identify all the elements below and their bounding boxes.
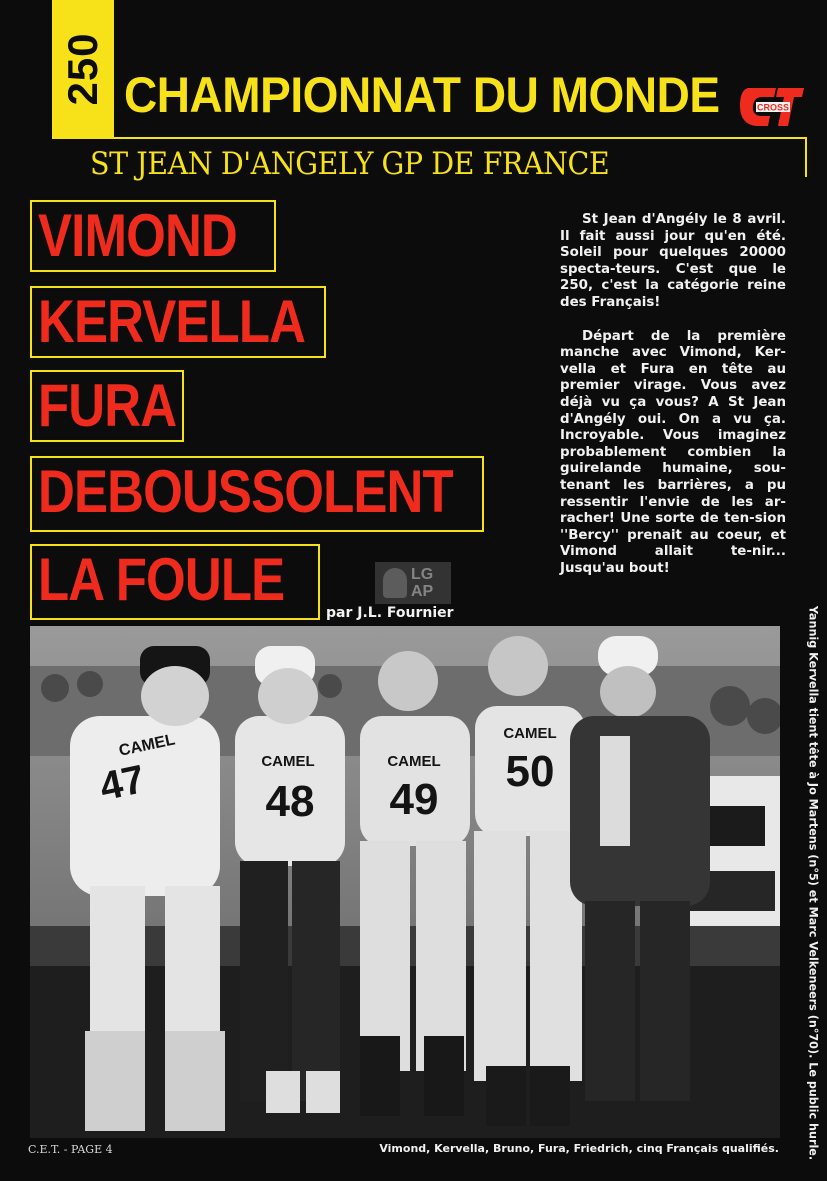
- byline: par J.L. Fournier: [326, 605, 454, 621]
- logo-text: CROSS: [756, 102, 790, 113]
- rider-49-number: 49: [389, 775, 439, 824]
- rider-50-sponsor: CAMEL: [503, 725, 557, 742]
- watermark-logo: [375, 562, 451, 604]
- article-paragraph-1: St Jean d'Angély le 8 avril. Il fait aussi jour qu'en été. Soleil pour quelques 20000 specta-teurs. C'est que le 250, c'est la catégorie reine des Français!: [560, 212, 786, 310]
- rider-48-sponsor: CAMEL: [261, 753, 315, 770]
- headline-line-5: LA FOULE: [38, 546, 285, 613]
- headline-line-3: FURA: [38, 372, 177, 439]
- headline-line-1: VIMOND: [38, 202, 237, 269]
- photo-side-caption-text: Yannig Kervella tient tête à Jo Martens (n°5) et Marc Velkeneers (n°70). Le public hurle.: [806, 605, 820, 1161]
- rider-49-sponsor: CAMEL: [387, 753, 441, 770]
- cross-logo-icon: [738, 82, 806, 132]
- rider-47-sponsor: CAMEL: [117, 731, 177, 760]
- article-paragraph-2: Départ de la première manche avec Vimond, Ker-vella et Fura en tête au premier virage. Vous avez déjà vu ça vous? A St Jean d'Angély oui. On a vu ça. Incroyable. Vous imaginez probablement combien la guirelande humaine, sou-tenant les barrières, a pu ressentir l'envie de les ar-racher! Une sorte de ten-sion ''Bercy'' prenait au coeur, et Vimond allait te-nir... Jusqu'au bout!: [560, 328, 786, 576]
- headline-line-2: KERVELLA: [38, 288, 306, 355]
- rider-48-number: 48: [265, 777, 315, 826]
- headline-line-4: DEBOUSSOLENT: [38, 458, 453, 525]
- photo-caption: Vimond, Kervella, Bruno, Fura, Friedrich, cinq Français qualifiés.: [379, 1142, 779, 1155]
- event-subtitle: ST JEAN D'ANGELY GP DE FRANCE: [90, 146, 610, 182]
- watermark-text-1: LG: [411, 566, 434, 583]
- riders-photo-image: [30, 626, 780, 1138]
- riders-photo: [30, 626, 780, 1138]
- rider-47-number: 47: [95, 757, 149, 810]
- article-body: [560, 212, 786, 594]
- header-divider: [52, 137, 807, 139]
- category-label: 250: [59, 32, 106, 106]
- page-title: CHAMPIONNAT DU MONDE: [124, 67, 720, 123]
- rider-50-number: 50: [505, 747, 555, 796]
- page-footer: C.E.T. - PAGE 4: [28, 1143, 113, 1156]
- watermark-text-2: AP: [411, 583, 434, 600]
- photo-side-caption: [804, 605, 822, 1161]
- header-divider-end: [805, 137, 807, 177]
- category-tab: [52, 0, 114, 138]
